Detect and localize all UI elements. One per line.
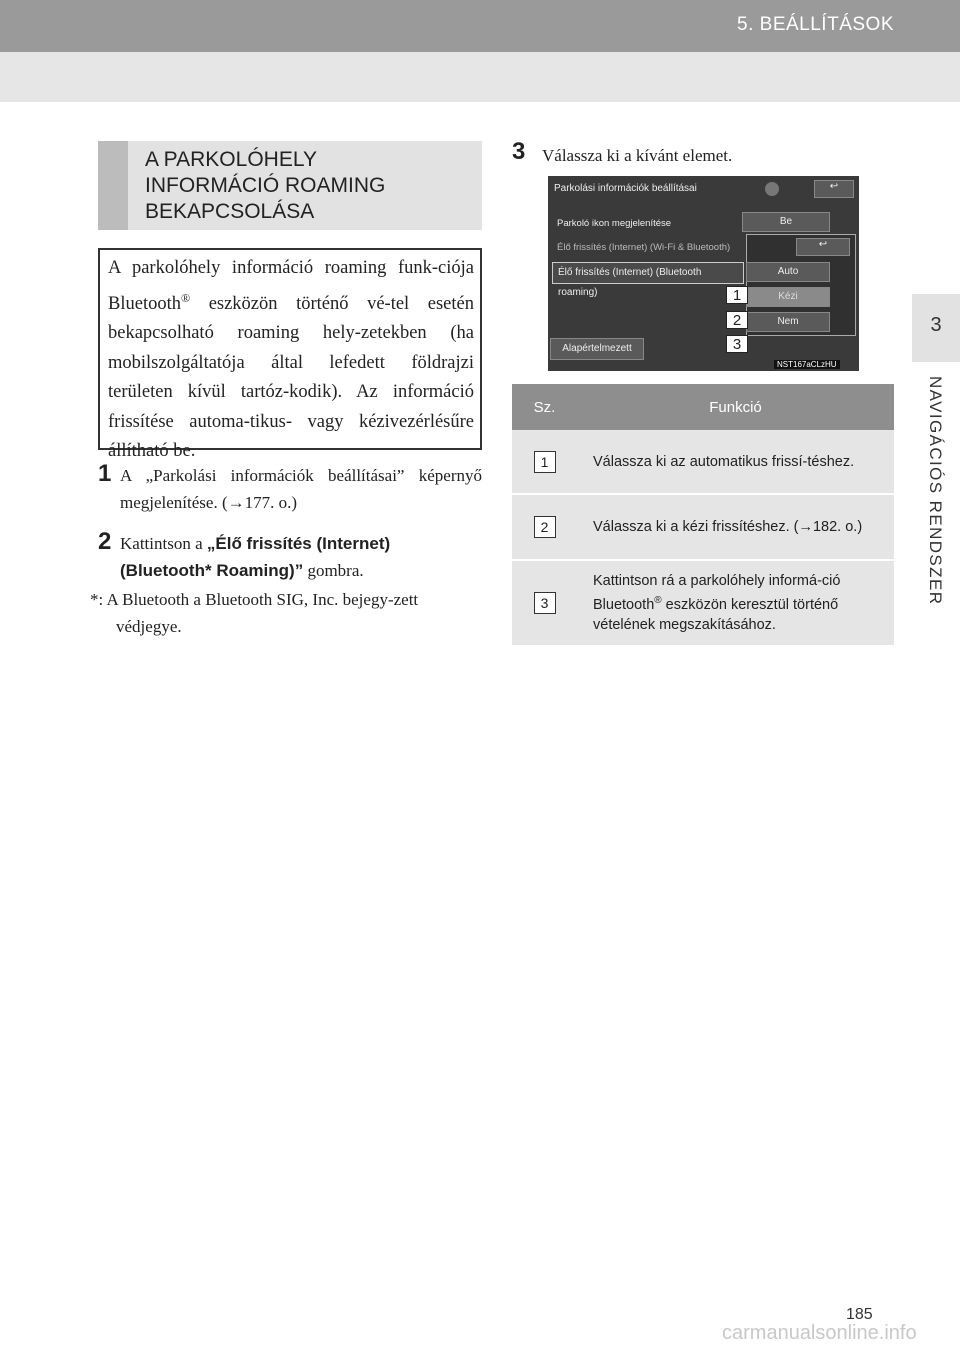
screen-row-parking-icon: Parkoló ikon megjelenítése <box>557 218 672 229</box>
row-3-text-part1: Kattintson rá a parkolóhely informá-ció Bluetooth <box>593 573 841 613</box>
row-3-text-part2: eszközön keresztül történő vételének megszakításához. <box>593 596 839 633</box>
step-3-text: Válassza ki a kívánt elemet. <box>542 146 733 165</box>
table-row <box>512 494 894 560</box>
image-code: NST167aCLzHU <box>774 360 840 369</box>
screen-title: Parkolási információk beállításai <box>554 183 697 194</box>
column-header-num: Sz. <box>512 384 577 430</box>
callout-2: 2 <box>726 311 748 329</box>
info-text-part2: eszközön történő vé-tel esetén bekapcsolható roaming hely-zetekben (ha mobilszolgáltatója által lefedett földrajzi területen kívül tartóz-kodik). Az információ frissítése automa-tikus- vagy kézivezérlésűre állítható be. <box>108 293 474 462</box>
column-header-function: Funkció <box>577 384 894 430</box>
heading-accent-bar <box>98 141 128 230</box>
row-number-box: 1 <box>534 451 556 473</box>
screen-row-bluetooth-roaming[interactable]: Élő frissítés (Internet) (Bluetooth roaming) <box>552 262 744 284</box>
heading-line-2: INFORMÁCIÓ ROAMING <box>145 174 386 197</box>
info-paragraph <box>108 254 474 467</box>
table-row <box>512 430 894 494</box>
info-box <box>98 248 482 462</box>
table-cell-num <box>512 494 577 560</box>
heading-line-1: A PARKOLÓHELY <box>145 148 317 171</box>
screen-popup-back-button[interactable] <box>796 238 850 256</box>
callout-1: 1 <box>726 286 748 304</box>
voice-icon <box>765 182 779 196</box>
screen-row-wifi-bluetooth: Élő frissítés (Internet) (Wi-Fi & Bluetooth) <box>557 242 731 253</box>
heading-text <box>145 147 385 225</box>
header-subband <box>0 52 960 102</box>
footnote: *: A Bluetooth a Bluetooth SIG, Inc. bejegy-zett védjegye. <box>90 590 419 636</box>
table-header-row <box>512 384 894 430</box>
table-cell-num <box>512 430 577 494</box>
back-arrow-icon: ↩ <box>818 239 828 250</box>
section-heading <box>98 141 482 230</box>
step-1-text: A „Parkolási információk beállításai” képernyő megjelenítése. (→177. o.) <box>120 466 482 512</box>
registered-mark: ® <box>654 595 662 607</box>
step-2-button-name: „Élő frissítés (Internet) (Bluetooth* Roaming)” <box>120 534 391 580</box>
watermark: carmanualsonline.info <box>722 1322 917 1344</box>
step-3-number: 3 <box>512 138 526 165</box>
screen-back-button[interactable] <box>814 180 854 198</box>
screen-option-kezi[interactable]: Kézi <box>746 287 830 307</box>
chapter-tab <box>912 294 960 362</box>
step-2-number: 2 <box>98 528 112 555</box>
row-number-box: 2 <box>534 516 556 538</box>
page-number: 185 <box>846 1306 873 1323</box>
table-cell-function: Válassza ki a kézi frissítéshez. (→182. o.) <box>577 494 894 560</box>
section-title: 5. BEÁLLÍTÁSOK <box>737 14 894 35</box>
function-table <box>512 384 894 647</box>
chapter-title: NAVIGÁCIÓS RENDSZER <box>926 376 945 606</box>
screen-row-parking-icon-value[interactable]: Be <box>742 212 830 232</box>
screen-option-nem[interactable]: Nem <box>746 312 830 332</box>
table-cell-function: Válassza ki az automatikus frissí-téshez. <box>577 430 894 494</box>
chapter-number: 3 <box>930 314 942 336</box>
step-2-text <box>120 530 482 584</box>
table-cell-function <box>577 560 894 646</box>
screen-default-button[interactable]: Alapértelmezett <box>550 338 644 360</box>
table-row <box>512 560 894 646</box>
screen-option-auto[interactable]: Auto <box>746 262 830 282</box>
callout-3: 3 <box>726 335 748 353</box>
step-2-prefix: Kattintson a <box>120 534 207 553</box>
registered-mark: ® <box>180 290 191 305</box>
step-1-number: 1 <box>98 460 112 487</box>
row-number-box: 3 <box>534 592 556 614</box>
info-text-part1: A parkolóhely információ roaming funk-ciója Bluetooth <box>108 258 474 314</box>
back-arrow-icon: ↩ <box>829 181 839 192</box>
table-cell-num <box>512 560 577 646</box>
heading-line-3: BEKAPCSOLÁSA <box>145 200 315 223</box>
device-screenshot <box>548 176 859 371</box>
step-2-suffix: gombra. <box>303 561 364 580</box>
